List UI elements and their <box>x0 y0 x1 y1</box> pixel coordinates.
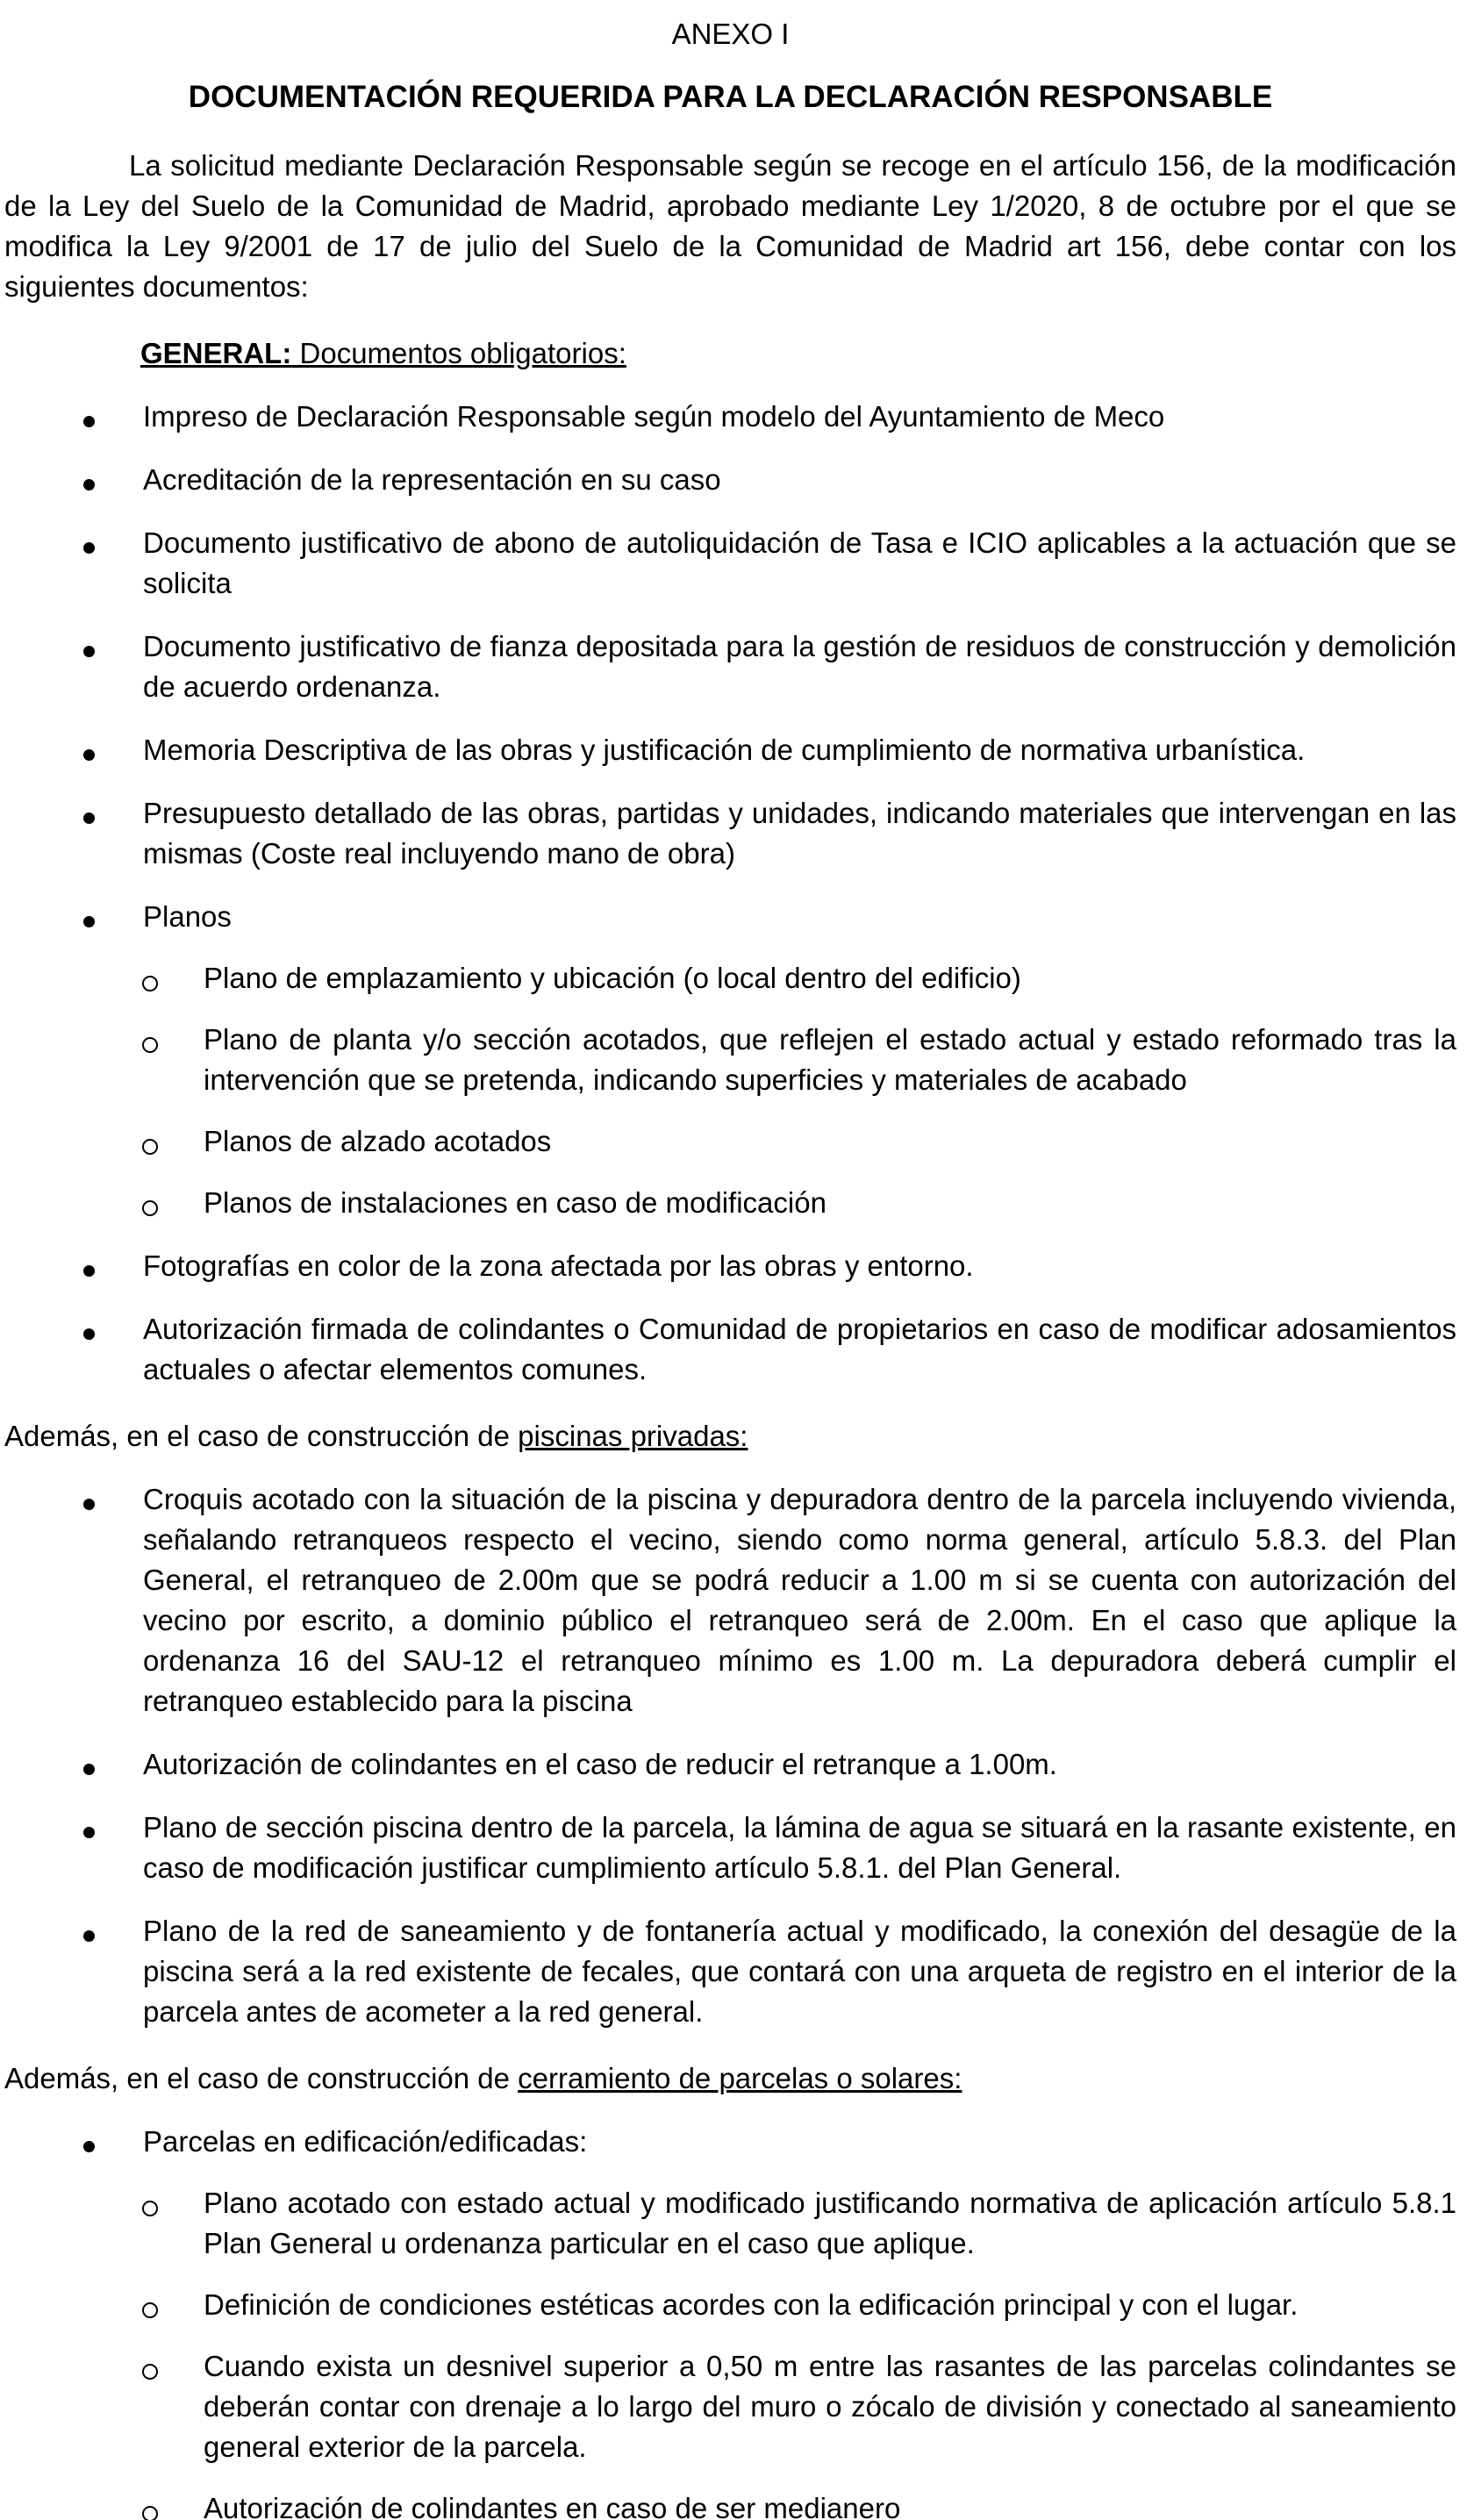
piscinas-lead-text: Además, en el caso de construcción de <box>4 1420 519 1452</box>
intro-paragraph: La solicitud mediante Declaración Responsable según se recoge en el artículo 156, de la modificación de la Ley del Suelo de la Comunidad de Madrid, aprobado mediante Ley 1/2020, 8 de octubre por el que se modifica la Ley 9/2001 de 17 de julio del Suelo de la Comunidad de Madrid art 156, debe contar con los siguientes documentos: <box>4 149 1456 303</box>
list-item <box>83 1246 1456 1286</box>
list-item <box>83 523 1456 604</box>
circle-bullet-icon <box>142 2201 158 2216</box>
list-item-text: Autorización firmada de colindantes o Comunidad de propietarios en caso de modificar adosamientos actuales o afectar elementos comunes. <box>143 1313 1456 1385</box>
list-item-text: Plano de la red de saneamiento y de fontanería actual y modificado, la conexión del desagüe de la piscina será a la red existente de fecales, que contará con una arqueta de registro en el interior de la parcela antes de acometer a la red general. <box>143 1915 1456 2028</box>
list-item-text: Documento justificativo de abono de autoliquidación de Tasa e ICIO aplicables a la actuación que se solicita <box>143 526 1456 599</box>
bullet-icon <box>83 1930 95 1942</box>
bullet-icon <box>83 479 95 490</box>
list-item-text: Plano de sección piscina dentro de la parcela, la lámina de agua se situará en la rasante existente, en caso de modificación justificar cumplimiento artículo 5.8.1. del Plan General. <box>143 1811 1456 1884</box>
annex-label: ANEXO I <box>671 18 790 50</box>
circle-bullet-icon <box>142 2302 158 2318</box>
circle-bullet-icon <box>142 1037 158 1053</box>
bullet-icon <box>83 646 95 657</box>
list-item <box>83 730 1456 770</box>
piscinas-lead-paragraph <box>4 1416 1456 1457</box>
bullet-icon <box>83 416 95 427</box>
list-item-text: Planos <box>143 900 232 933</box>
section-heading-general-rest: Documentos obligatorios: <box>291 337 626 369</box>
bullet-icon <box>83 1764 95 1775</box>
list-item-text: Presupuesto detallado de las obras, partidas y unidades, indicando materiales que intervengan en las mismas (Coste real incluyendo mano de obra) <box>143 797 1456 870</box>
sub-list-item-text: Definición de condiciones estéticas acordes con la edificación principal y con el lugar. <box>204 2288 1299 2321</box>
sub-list-item-text: Cuando exista un desnivel superior a 0,50 m entre las rasantes de las parcelas colindantes se deberán contar con drenaje a lo largo del muro o zócalo de división y conectado al saneamiento general exterior de la parcela. <box>204 2350 1456 2463</box>
list-item <box>83 1808 1456 1888</box>
sub-list-item-text: Plano acotado con estado actual y modificado justificando normativa de aplicación artículo 5.8.1 Plan General u ordenanza particular en el caso que aplique. <box>204 2187 1456 2259</box>
list-item <box>83 460 1456 500</box>
sub-list-item-text: Planos de instalaciones en caso de modificación <box>204 1186 826 1219</box>
circle-bullet-icon <box>142 1139 158 1155</box>
bullet-icon <box>83 916 95 927</box>
cerramiento-lead-text: Además, en el caso de construcción de <box>4 2062 519 2094</box>
bullet-icon <box>83 813 95 824</box>
sub-list-item <box>140 1183 1456 1223</box>
sub-list-item <box>140 1121 1456 1162</box>
bullet-icon <box>83 1265 95 1277</box>
planos-sublist <box>4 958 1456 1223</box>
list-item-text: Fotografías en color de la zona afectada por las obras y entorno. <box>143 1249 974 1282</box>
cerramiento-list <box>4 2122 1456 2162</box>
list-item-parcelas <box>83 2122 1456 2162</box>
circle-bullet-icon <box>142 1200 158 1216</box>
sub-list-item-text: Autorización de colindantes en caso de ser medianero <box>204 2492 901 2520</box>
cerramiento-lead-underlined: cerramiento de parcelas o solares: <box>518 2062 962 2094</box>
sub-list-item-text: Plano de planta y/o sección acotados, que reflejen el estado actual y estado reformado tras la intervención que se pretenda, indicando superficies y materiales de acabado <box>204 1023 1456 1096</box>
piscinas-list <box>4 1479 1456 2032</box>
list-item-text: Acreditación de la representación en su caso <box>143 463 721 496</box>
list-item <box>83 1479 1456 1722</box>
circle-bullet-icon <box>142 2364 158 2380</box>
sub-list-item-text: Plano de emplazamiento y ubicación (o local dentro del edificio) <box>204 962 1021 994</box>
sub-list-item <box>140 2285 1456 2325</box>
bullet-icon <box>83 1499 95 1510</box>
section-heading-general-bold: GENERAL: <box>140 337 292 369</box>
bullet-icon <box>83 542 95 554</box>
list-item-text: Autorización de colindantes en el caso de reducir el retranque a 1.00m. <box>143 1748 1057 1780</box>
list-item-text: Parcelas en edificación/edificadas: <box>143 2125 588 2158</box>
list-item <box>83 1911 1456 2032</box>
circle-bullet-icon <box>142 976 158 992</box>
page-title: DOCUMENTACIÓN REQUERIDA PARA LA DECLARACIÓN RESPONSABLE <box>188 80 1273 114</box>
bullet-icon <box>83 1827 95 1838</box>
list-item <box>83 397 1456 437</box>
list-item-text: Croquis acotado con la situación de la piscina y depuradora dentro de la parcela incluyendo vivienda, señalando retranqueos respecto el vecino, siendo como norma general, artículo 5.8.3. del Plan General, el retranqueo de 2.00m que se podrá reducir a 1.00 m si se cuenta con autorización del vecino por escrito, a dominio público el retranqueo será de 2.00m. En el caso que aplique la ordenanza 16 del SAU-12 el retranqueo mínimo es 1.00 m. La depuradora deberá cumplir el retranqueo establecido para la piscina <box>143 1483 1456 1717</box>
circle-bullet-icon <box>142 2506 158 2520</box>
general-list-after <box>4 1246 1456 1390</box>
cerramiento-lead-paragraph <box>4 2058 1456 2099</box>
sub-list-item-text: Planos de alzado acotados <box>204 1125 552 1157</box>
sub-list-item <box>140 958 1456 999</box>
bullet-icon <box>83 1328 95 1340</box>
piscinas-lead-underlined: piscinas privadas: <box>518 1420 748 1452</box>
list-item <box>83 626 1456 707</box>
section-heading-general <box>140 333 1456 374</box>
list-item-planos <box>83 897 1456 937</box>
list-item-text: Documento justificativo de fianza depositada para la gestión de residuos de construcción y demolición de acuerdo ordenanza. <box>143 630 1456 703</box>
list-item <box>83 793 1456 874</box>
list-item <box>83 1744 1456 1785</box>
sub-list-item <box>140 2183 1456 2264</box>
list-item <box>83 1309 1456 1390</box>
general-list <box>4 397 1456 937</box>
list-item-text: Impreso de Declaración Responsable según modelo del Ayuntamiento de Meco <box>143 400 1165 433</box>
bullet-icon <box>83 2141 95 2152</box>
cerramiento-sublist <box>4 2183 1456 2520</box>
sub-list-item <box>140 2488 1456 2520</box>
sub-list-item <box>140 2346 1456 2467</box>
sub-list-item <box>140 1020 1456 1100</box>
list-item-text: Memoria Descriptiva de las obras y justificación de cumplimiento de normativa urbanística. <box>143 734 1306 766</box>
bullet-icon <box>83 749 95 761</box>
